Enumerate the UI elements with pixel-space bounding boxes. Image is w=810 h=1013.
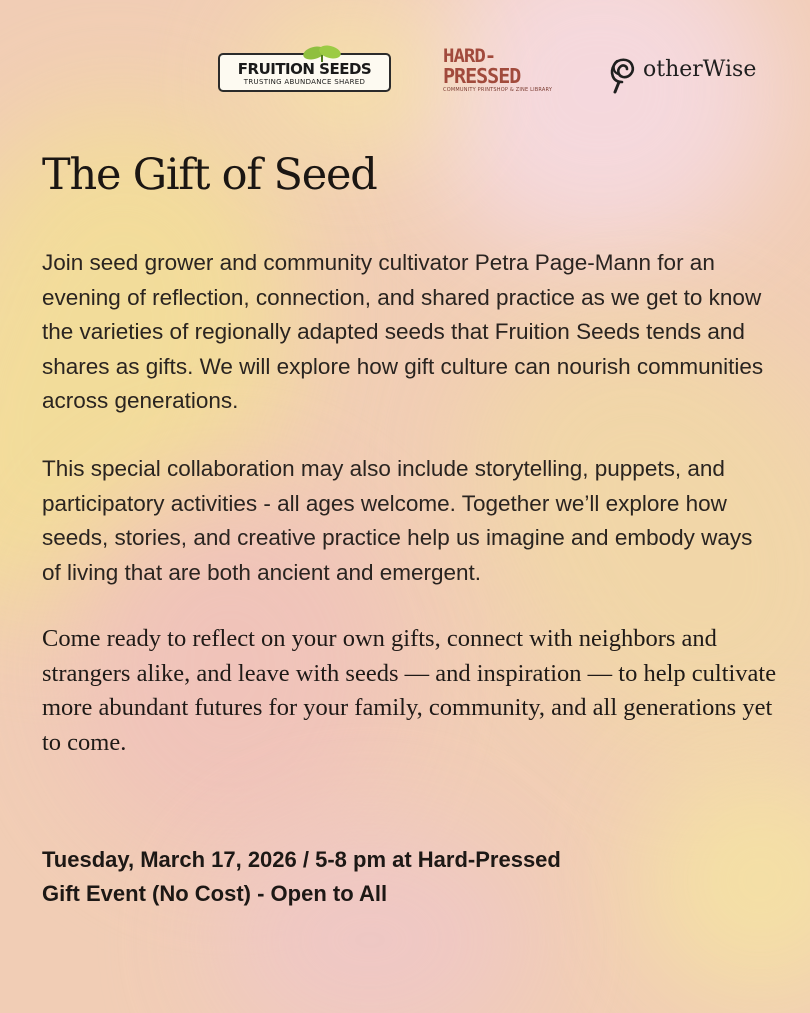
hard-pressed-logo-subtitle: COMMUNITY PRINTSHOP & ZINE LIBRARY	[443, 87, 553, 93]
hard-pressed-logo-line2: PRESSED	[443, 64, 521, 88]
event-details	[42, 843, 561, 911]
event-title: The Gift of Seed	[42, 150, 377, 200]
hard-pressed-logo	[443, 46, 558, 94]
swirl-icon	[607, 52, 637, 94]
event-invitation-paragraph: Come ready to reflect on your own gifts, connect with neighbors and strangers alike, and leave with seeds — and inspiration — to help cultivate more abundant futures for your family, community, and all generations yet to come.	[42, 625, 777, 756]
fruition-logo-tagline: TRUSTING ABUNDANCE SHARED	[243, 78, 366, 86]
event-cost: Gift Event (No Cost) - Open to All	[42, 881, 388, 906]
hard-pressed-logo-line1: HARD-	[443, 45, 496, 67]
otherwise-logo-name: otherWise	[643, 57, 757, 82]
event-date-time: Tuesday, March 17, 2026 / 5-8 pm at Hard-Pressed	[42, 847, 561, 872]
event-description-paragraph: Join seed grower and community cultivator Petra Page-Mann for an evening of reflection, connection, and shared practice as we get to know the varieties of regionally adapted seeds that Fruition Seeds tends and shares as gifts. We will explore how gift culture can nourish communities across generations.	[42, 250, 764, 413]
otherwise-logo	[607, 52, 777, 94]
fruition-logo-name: FRUITION SEEDS	[237, 60, 372, 78]
fruition-seeds-logo	[218, 53, 391, 92]
event-description-paragraph: This special collaboration may also include storytelling, puppets, and participatory activities - all ages welcome. Together we’ll explore how seeds, stories, and creative practice help us imagine and embody ways of living that are both ancient and emergent.	[42, 456, 753, 585]
